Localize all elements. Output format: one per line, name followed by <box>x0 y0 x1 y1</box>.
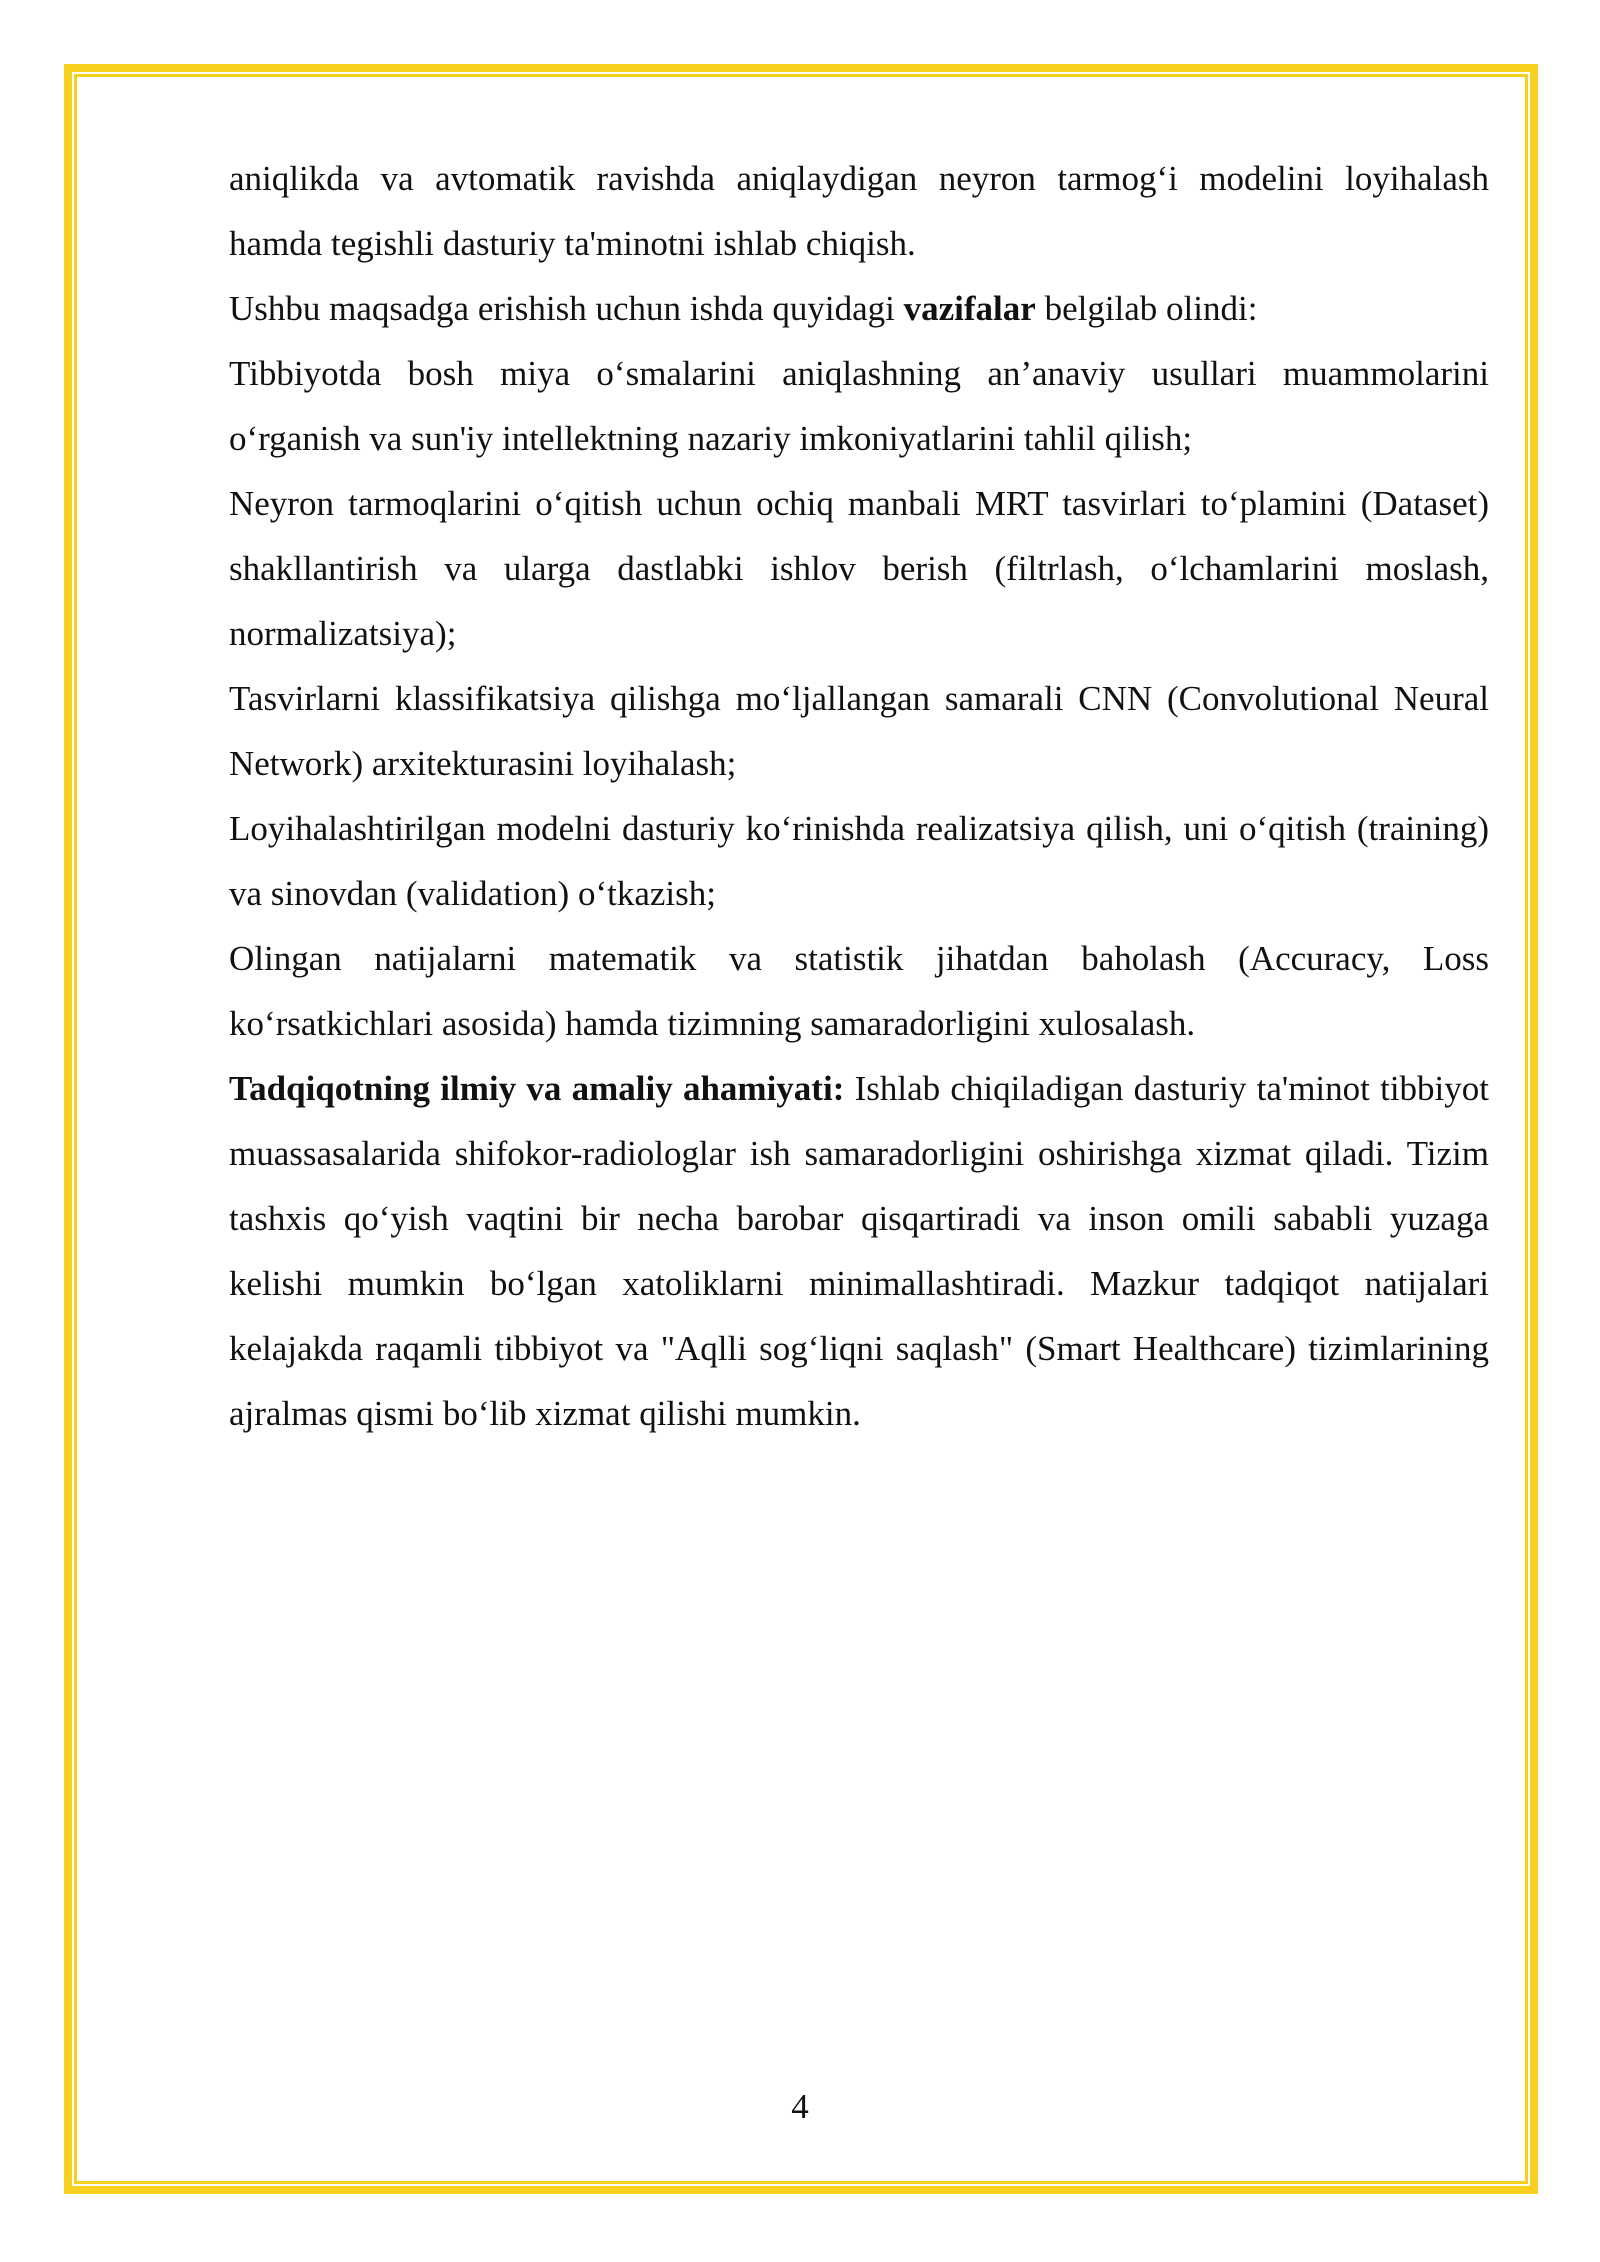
tasks-intro-text: Ushbu maqsadga erishish uchun ishda quyidagi <box>229 289 904 328</box>
significance-text: Ishlab chiqiladigan dasturiy ta'minot tibbiyot muassasalarida shifokor-radiologlar ish samaradorligini oshirishga xizmat qiladi. Tizim tashxis qo‘yish vaqtini bir necha barobar qisqartiradi va inson omili sababli yuzaga kelishi mumkin bo‘lgan xatoliklarni minimallashtiradi. Mazkur tadqiqot natijalari kelajakda raqamli tibbiyot va "Aqlli sog‘liqni saqlash" (Smart Healthcare) tizimlarining ajralmas qismi bo‘lib xizmat qilishi mumkin. <box>229 1069 1490 1433</box>
page-body <box>229 146 1489 1446</box>
page-number: 4 <box>791 2087 809 2126</box>
task-item-1: Tibbiyotda bosh miya o‘smalarini aniqlashning an’anaviy usullari muammolarini o‘rganish va sun'iy intellektning nazariy imkoniyatlarini tahlil qilish; <box>229 354 1489 458</box>
paragraph-goal-continuation: aniqlikda va avtomatik ravishda aniqlaydigan neyron tarmog‘i modelini loyihalash hamda tegishli dasturiy ta'minotni ishlab chiqish. <box>229 159 1489 263</box>
tasks-keyword: vazifalar <box>903 289 1036 328</box>
task-item-2: Neyron tarmoqlarini o‘qitish uchun ochiq manbali MRT tasvirlari to‘plamini (Dataset) shakllantirish va ularga dastlabki ishlov berish (filtrlash, o‘lchamlarini moslash, normalizatsiya); <box>229 484 1489 653</box>
tasks-intro-tail: belgilab olindi: <box>1035 289 1258 328</box>
paragraph-significance <box>229 1056 1489 1446</box>
task-item-3: Tasvirlarni klassifikatsiya qilishga mo‘ljallangan samarali CNN (Convolutional Neural Network) arxitekturasini loyihalash; <box>229 679 1489 783</box>
paragraph-tasks-intro <box>229 276 1489 341</box>
significance-heading: Tadqiqotning ilmiy va amaliy ahamiyati: <box>229 1069 845 1108</box>
task-item-4: Loyihalashtirilgan modelni dasturiy ko‘rinishda realizatsiya qilish, uni o‘qitish (training) va sinovdan (validation) o‘tkazish; <box>229 809 1489 913</box>
task-item-5: Olingan natijalarni matematik va statistik jihatdan baholash (Accuracy, Loss ko‘rsatkichlari asosida) hamda tizimning samaradorligini xulosalash. <box>229 939 1489 1043</box>
